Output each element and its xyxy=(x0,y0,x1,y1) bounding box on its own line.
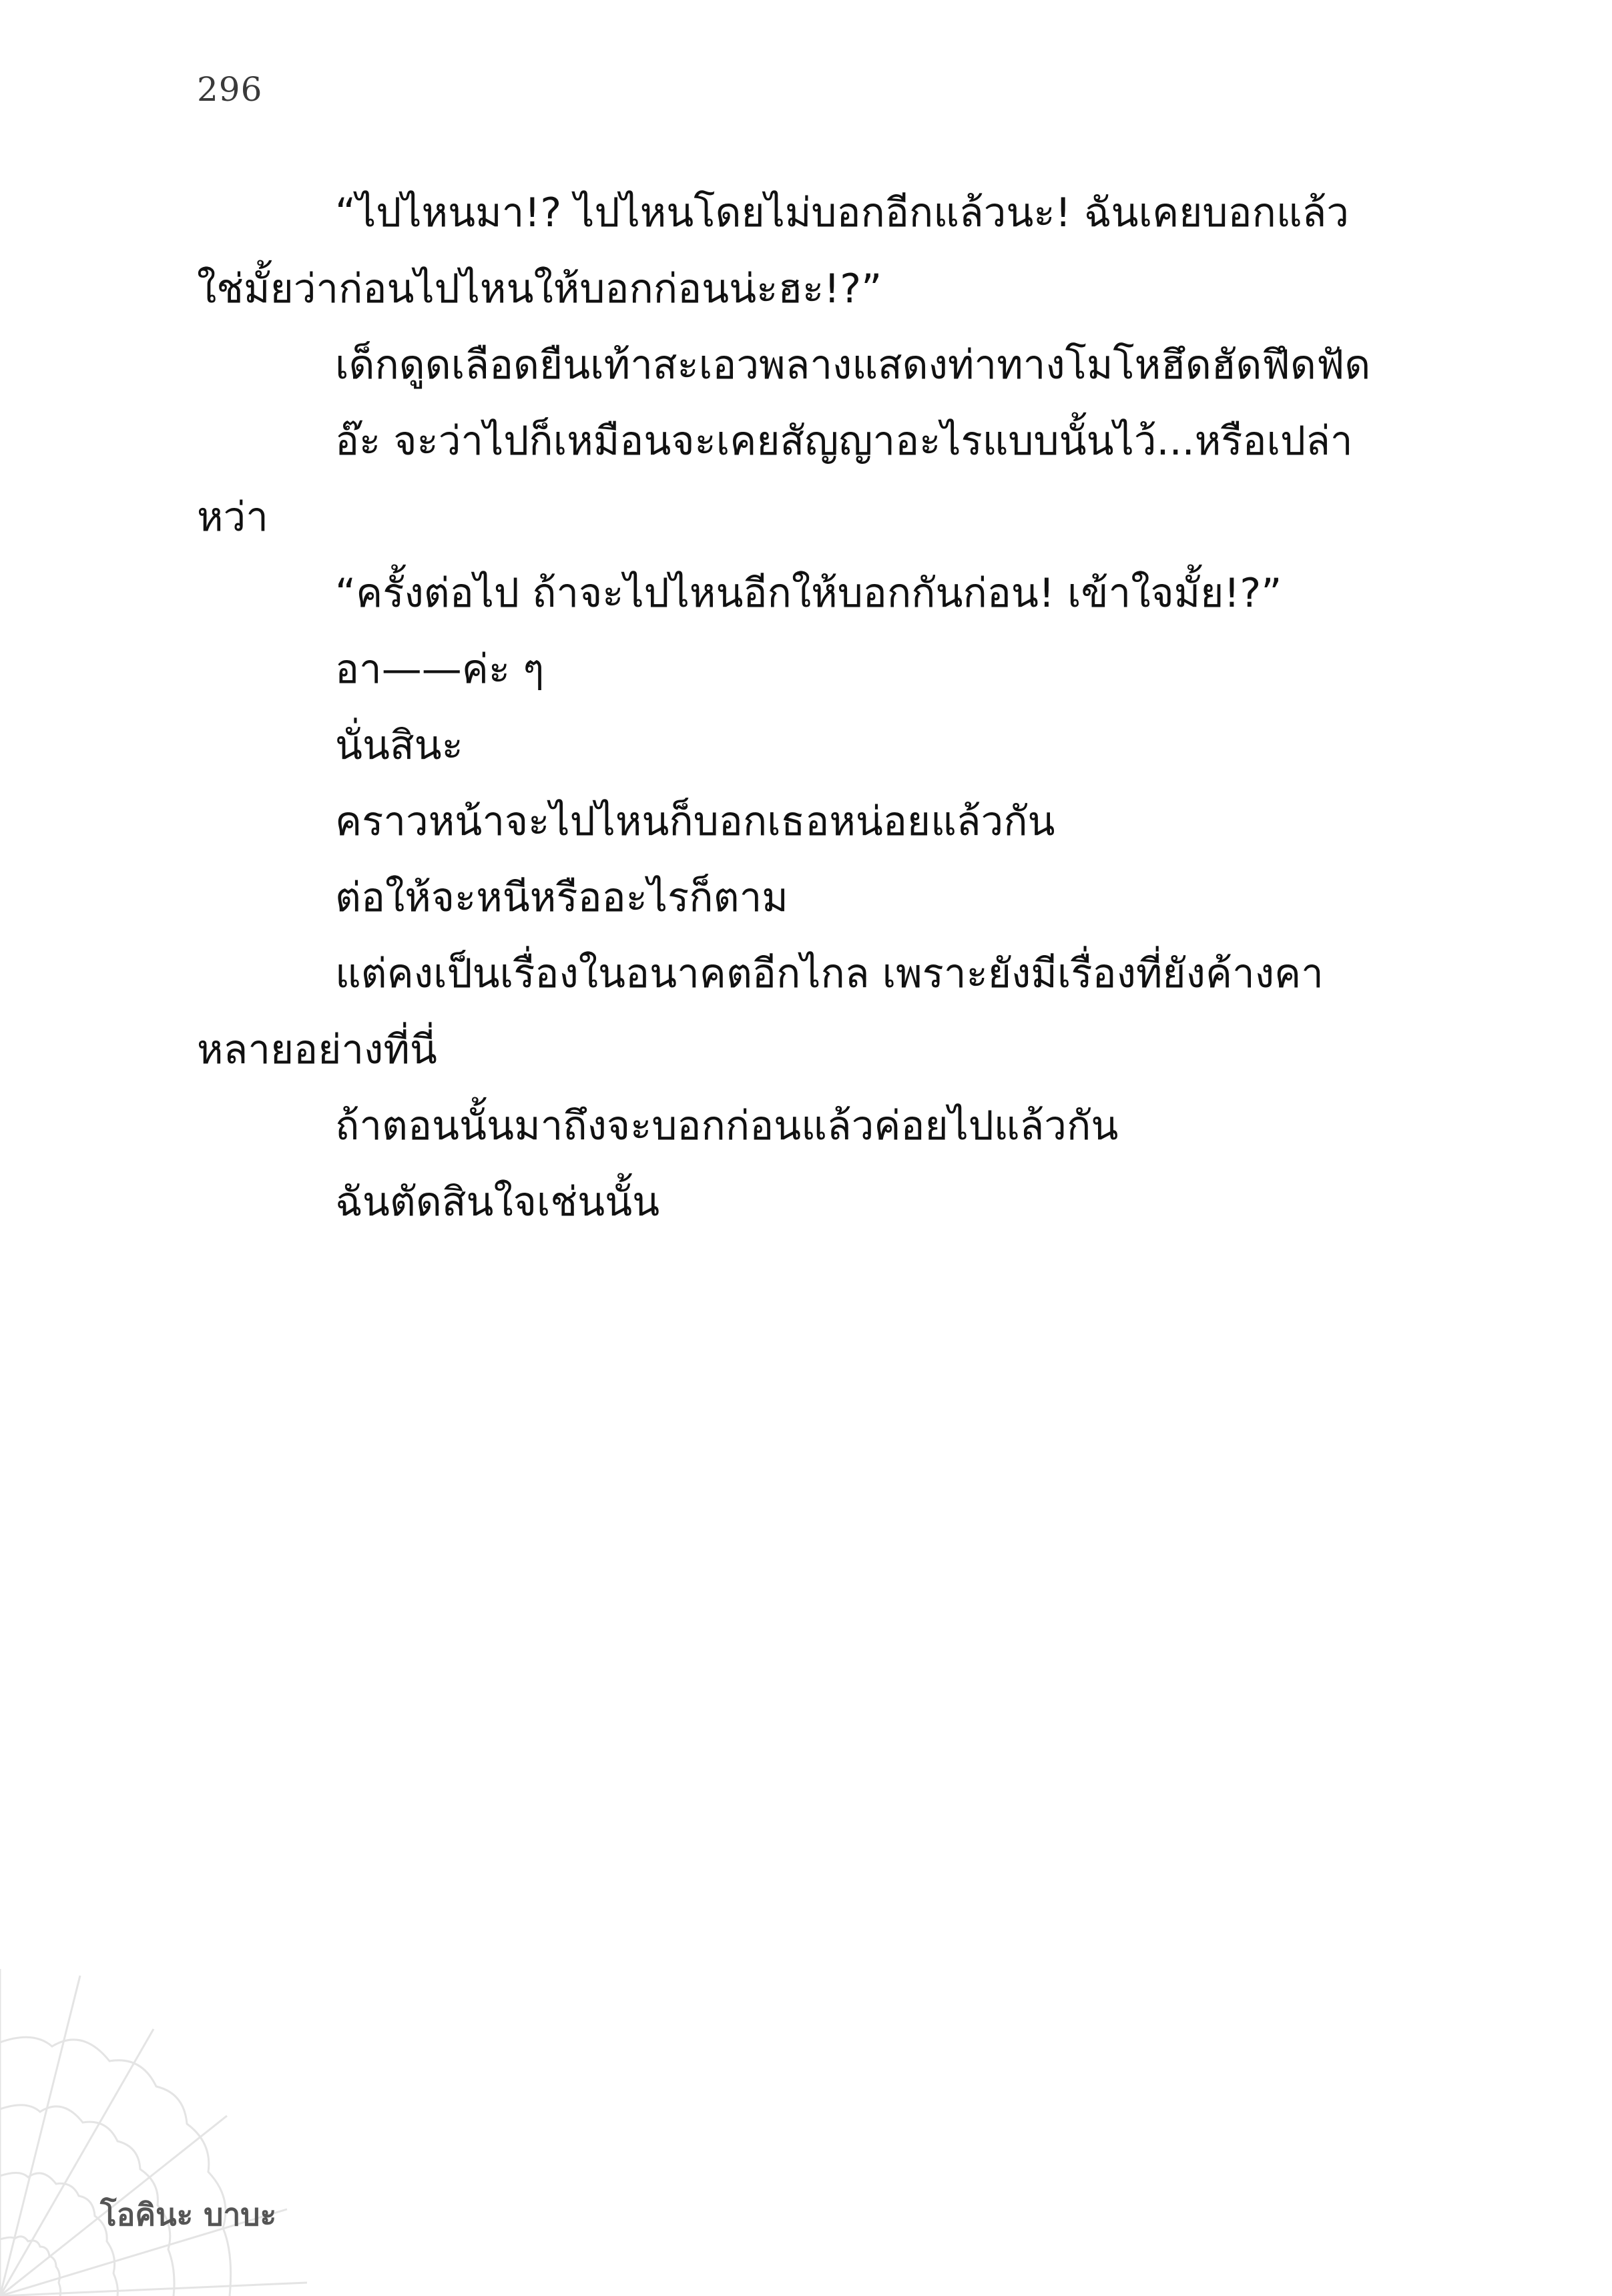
paragraph-line: แต่คงเป็นเรื่องในอนาคตอีกไกล เพราะยังมีเรื่องที่ยังค้างคา xyxy=(335,950,1324,997)
paragraph-line: หว่า xyxy=(197,494,268,541)
paragraph-line: หลายอย่างที่นี่ xyxy=(197,1027,437,1073)
paragraph-line: อ๊ะ จะว่าไปก็เหมือนจะเคยสัญญาอะไรแบบนั้นไว้...หรือเปล่า xyxy=(335,418,1353,465)
paragraph-line: “ครั้งต่อไป ถ้าจะไปไหนอีกให้บอกกันก่อน! เข้าใจมั้ย!?” xyxy=(335,570,1282,617)
book-title-footer: โอคินะ บาบะ xyxy=(100,2197,277,2233)
body-text xyxy=(197,175,1418,1240)
paragraph-line: นั่นสินะ xyxy=(335,722,463,769)
paragraph-line: เด็กดูดเลือดยืนเท้าสะเอวพลางแสดงท่าทางโมโหฮึดฮัดฟึดฟัด xyxy=(335,342,1371,388)
paragraph-line: ฉันตัดสินใจเช่นนั้น xyxy=(335,1179,660,1225)
paragraph-line: อา——ค่ะ ๆ xyxy=(335,646,545,693)
spider-web-decoration xyxy=(0,1969,307,2296)
page-number: 296 xyxy=(197,70,263,109)
paragraph-line: ถ้าตอนนั้นมาถึงจะบอกก่อนแล้วค่อยไปแล้วกัน xyxy=(335,1103,1119,1149)
paragraph-line: ใช่มั้ยว่าก่อนไปไหนให้บอกก่อนน่ะฮะ!?” xyxy=(197,266,882,312)
paragraph-line: “ไปไหนมา!? ไปไหนโดยไม่บอกอีกแล้วนะ! ฉันเคยบอกแล้ว xyxy=(335,190,1349,236)
paragraph-line: คราวหน้าจะไปไหนก็บอกเธอหน่อยแล้วกัน xyxy=(335,798,1055,845)
paragraph-line: ต่อให้จะหนีหรืออะไรก็ตาม xyxy=(335,874,788,921)
